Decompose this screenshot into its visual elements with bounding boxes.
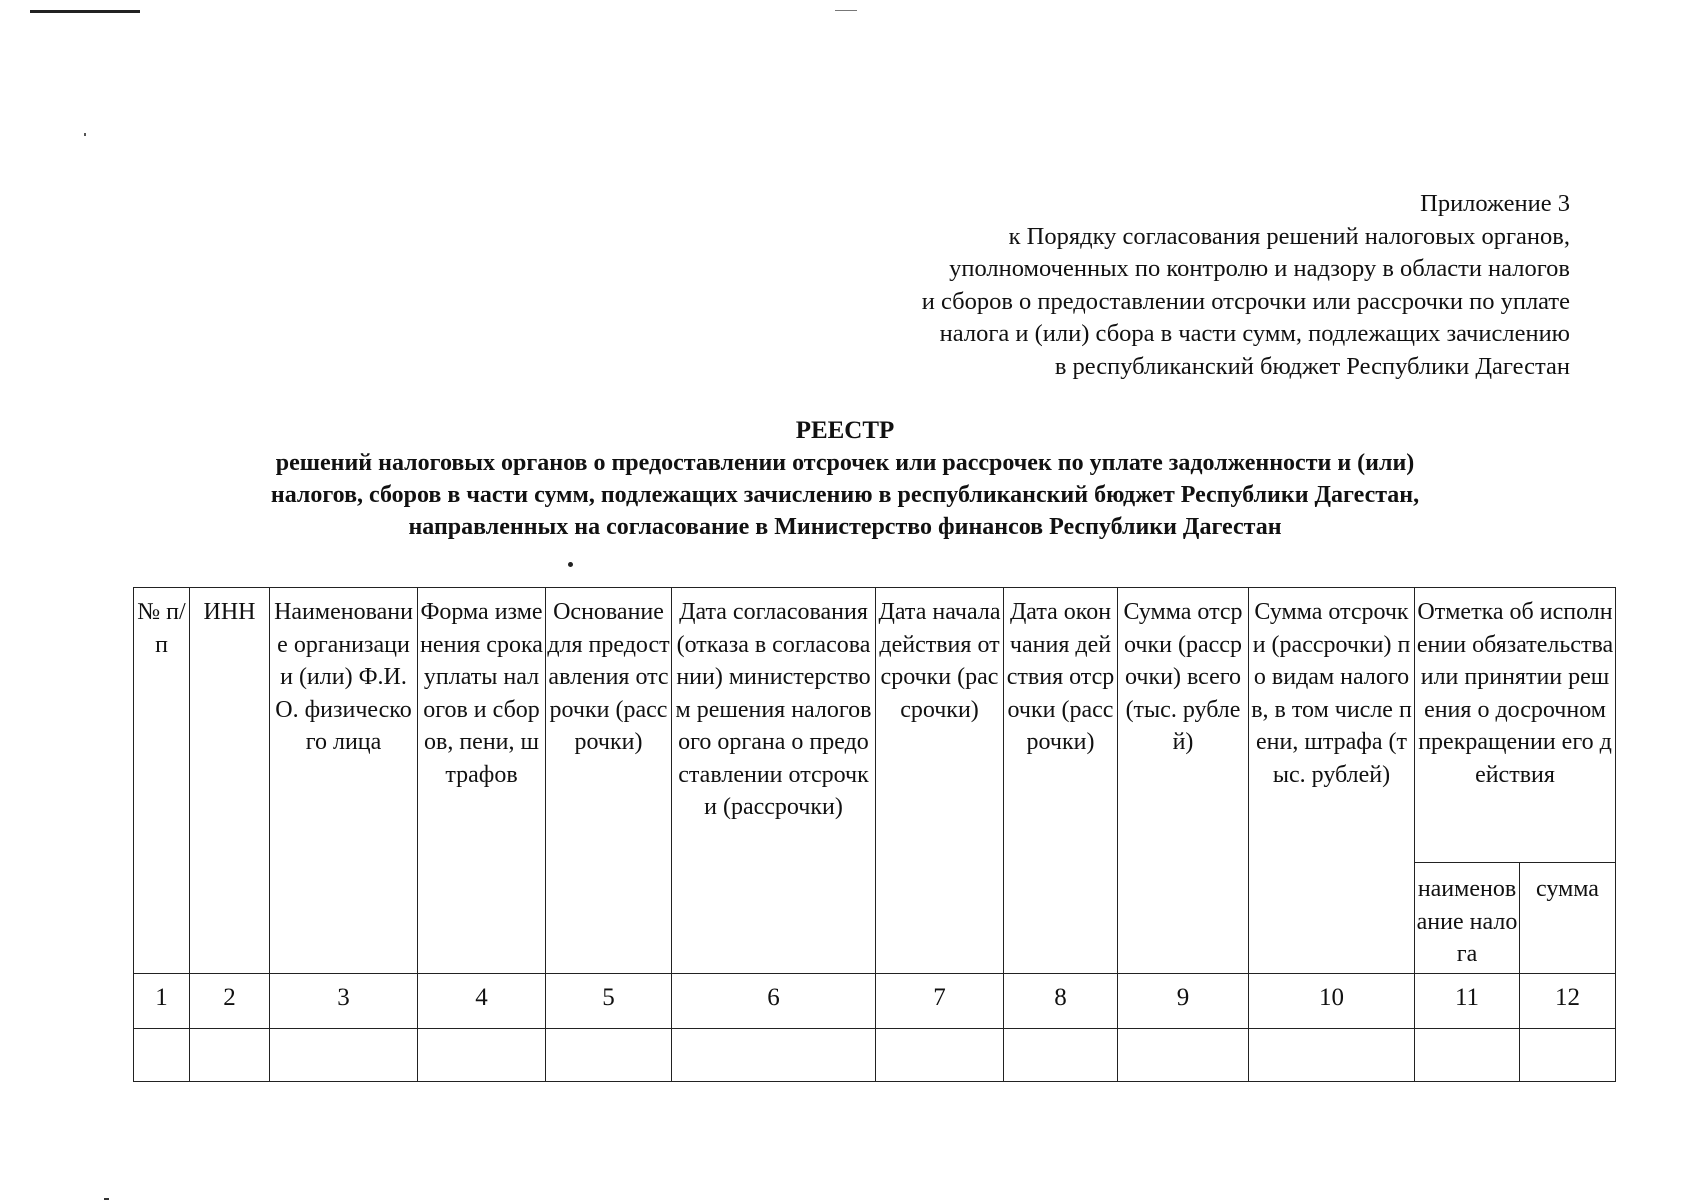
header-cell-tax-name: наименование налога bbox=[1415, 863, 1520, 974]
header-cell-form: Форма изменения срока уплаты налогов и сборов, пени, штрафов bbox=[418, 588, 546, 974]
appendix-note bbox=[922, 188, 1570, 383]
header-cell-name: Наименование организации (или) Ф.И.О. физического лица bbox=[270, 588, 418, 974]
empty-cell[interactable] bbox=[270, 1029, 418, 1082]
document-title: РЕЕСТР bbox=[795, 417, 895, 444]
column-number: 12 bbox=[1520, 974, 1616, 1029]
column-number: 11 bbox=[1415, 974, 1520, 1029]
table-header-row bbox=[134, 588, 1616, 863]
empty-cell[interactable] bbox=[1520, 1029, 1616, 1082]
column-number: 4 bbox=[418, 974, 546, 1029]
appendix-line: Приложение 3 bbox=[1420, 190, 1570, 217]
empty-cell[interactable] bbox=[672, 1029, 876, 1082]
column-number: 5 bbox=[546, 974, 672, 1029]
appendix-line: в республиканский бюджет Республики Дагестан bbox=[1054, 352, 1570, 380]
document-subtitle-line: решений налоговых органов о предоставлении отсрочек или рассрочек по уплате задолженности и (или) bbox=[275, 450, 1415, 476]
column-number: 9 bbox=[1118, 974, 1249, 1029]
scan-artifact bbox=[835, 10, 857, 11]
header-cell-start-date: Дата начала действия отсрочки (рассрочки) bbox=[876, 588, 1004, 974]
document-title-block bbox=[130, 415, 1560, 543]
empty-cell[interactable] bbox=[134, 1029, 190, 1082]
empty-data-row bbox=[134, 1029, 1616, 1082]
header-cell-number: № п/п bbox=[134, 588, 190, 974]
empty-cell[interactable] bbox=[1118, 1029, 1249, 1082]
document-subtitle-line: направленных на согласование в Министерство финансов Республики Дагестан bbox=[408, 514, 1282, 540]
header-cell-total-amount: Сумма отсрочки (рассрочки) всего (тыс. рублей) bbox=[1118, 588, 1249, 974]
column-number: 6 bbox=[672, 974, 876, 1029]
header-cell-approval-date: Дата согласования (отказа в согласовании) министерством решения налогового органа о предоставлении отсрочки (рассрочки) bbox=[672, 588, 876, 974]
scan-artifact bbox=[30, 10, 140, 13]
column-number: 3 bbox=[270, 974, 418, 1029]
empty-cell[interactable] bbox=[546, 1029, 672, 1082]
header-cell-basis: Основание для предоставления отсрочки (рассрочки) bbox=[546, 588, 672, 974]
empty-cell[interactable] bbox=[190, 1029, 270, 1082]
header-cell-amount-by-tax: Сумма отсрочки (рассрочки) по видам налогов, в том числе пени, штрафа (тыс. рублей) bbox=[1249, 588, 1415, 974]
column-number: 7 bbox=[876, 974, 1004, 1029]
column-number: 2 bbox=[190, 974, 270, 1029]
appendix-line: к Порядку согласования решений налоговых органов, bbox=[1008, 222, 1570, 250]
appendix-line: налога и (или) сбора в части сумм, подлежащих зачислению bbox=[939, 320, 1570, 347]
column-number: 10 bbox=[1249, 974, 1415, 1029]
document-subtitle-line: налогов, сборов в части сумм, подлежащих зачислению в республиканский бюджет Республики Дагестан, bbox=[270, 482, 1420, 508]
column-number-row bbox=[134, 974, 1616, 1029]
header-cell-sum: сумма bbox=[1520, 863, 1616, 974]
scan-artifact bbox=[84, 133, 86, 136]
empty-cell[interactable] bbox=[1415, 1029, 1520, 1082]
header-cell-execution-mark: Отметка об исполнении обязательства или принятии решения о досрочном прекращении его действия bbox=[1415, 588, 1616, 863]
empty-cell[interactable] bbox=[876, 1029, 1004, 1082]
scan-artifact bbox=[568, 562, 573, 567]
empty-cell[interactable] bbox=[418, 1029, 546, 1082]
header-cell-inn: ИНН bbox=[190, 588, 270, 974]
column-number: 8 bbox=[1004, 974, 1118, 1029]
empty-cell[interactable] bbox=[1249, 1029, 1415, 1082]
appendix-line: уполномоченных по контролю и надзору в области налогов bbox=[949, 255, 1570, 282]
appendix-line: и сборов о предоставлении отсрочки или рассрочки по уплате bbox=[921, 287, 1570, 315]
column-number: 1 bbox=[134, 974, 190, 1029]
empty-cell[interactable] bbox=[1004, 1029, 1118, 1082]
registry-table bbox=[133, 587, 1616, 1082]
header-cell-end-date: Дата окончания действия отсрочки (рассрочки) bbox=[1004, 588, 1118, 974]
